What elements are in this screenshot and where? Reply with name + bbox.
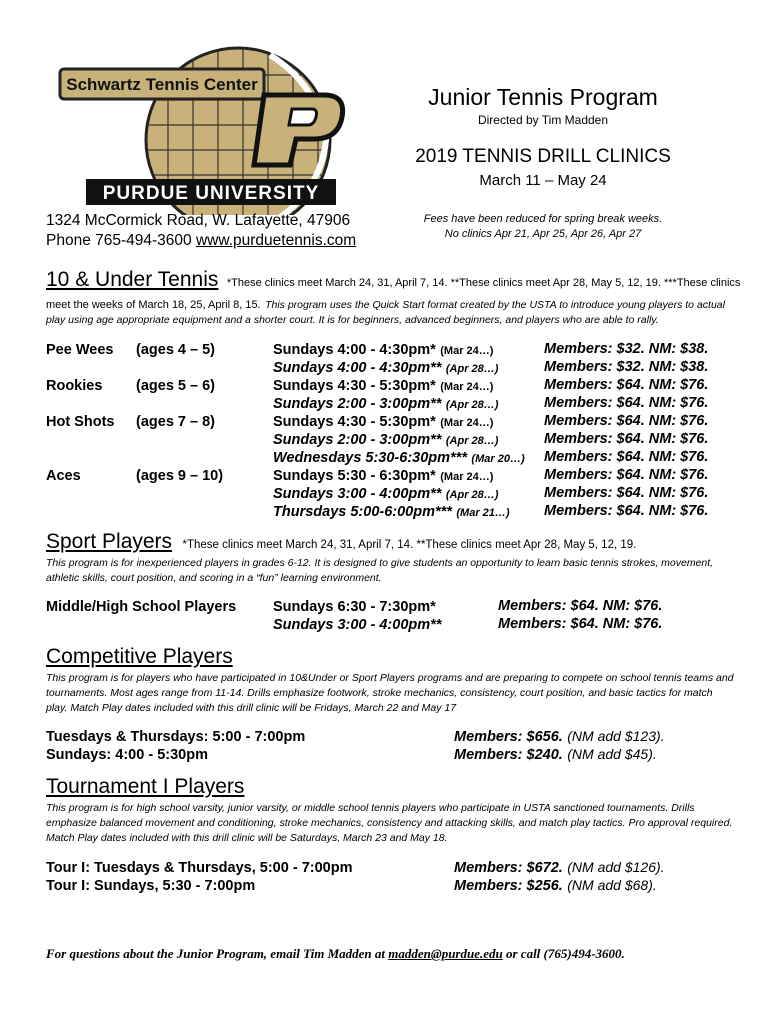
session-start: (Mar 21…)	[456, 507, 510, 519]
session-time: Sundays 4:30 - 5:30pm*	[273, 414, 436, 430]
sport-fee-1: Members: $64. NM: $76.	[498, 598, 663, 614]
schedule-row	[46, 503, 746, 521]
session-cell	[273, 359, 498, 378]
fee: Members: $64. NM: $76.	[544, 413, 709, 429]
session-cell	[273, 467, 493, 486]
section-heading-tournament: Tournament I Players	[46, 775, 245, 798]
program-ages: (ages 5 – 6)	[136, 378, 215, 394]
tournament-fee-1: Members: $672. (NM add $126).	[454, 859, 665, 876]
session-start: (Apr 28…)	[445, 399, 499, 411]
fee: Members: $32. NM: $38.	[544, 341, 709, 357]
session-time: Sundays 5:30 - 6:30pm*	[273, 468, 436, 484]
under10-heading-row	[46, 268, 746, 292]
logo-top-text: Schwartz Tennis Center	[66, 75, 258, 94]
fee: Members: $32. NM: $38.	[544, 359, 709, 375]
schedule-row	[46, 431, 746, 449]
session-time: Sundays 4:30 - 5:30pm*	[273, 378, 436, 394]
under10-schedule-note: *These clinics meet March 24, 31, April 7, 14. **These clinics meet Apr 28, May 5, 12, 19. ***These clinics	[226, 277, 741, 289]
sport-label: Middle/High School Players	[46, 599, 237, 615]
fee: Members: $64. NM: $76.	[544, 467, 709, 483]
under10-schedule-table	[46, 341, 746, 521]
sport-description: This program is for inexperienced players in grades 6-12. It is designed to give students an opportunity to learn basic tennis strokes, movement, athletic skills, court position, and scoring in a “fun” learning environment.	[46, 557, 714, 584]
program-name: Aces	[46, 468, 81, 484]
session-time: Sundays 3:00 - 4:00pm**	[273, 486, 442, 502]
tournament-fee-2: Members: $256. (NM add $68).	[454, 877, 657, 894]
address-line: 1324 McCormick Road, W. Lafayette, 47906	[46, 212, 351, 229]
schedule-row	[46, 413, 746, 431]
under10-description: meet the weeks of March 18, 25, April 8, 15. This program uses the Quick Start format created by the USTA to introduce young players to actual play using age appropriate equipment and a shorter court. It is for beginners, advanced beginners, and players who are able to rally.	[46, 299, 725, 326]
schedule-row	[46, 485, 746, 503]
email-link[interactable]: madden@purdue.edu	[388, 946, 503, 961]
sport-fee-2: Members: $64. NM: $76.	[498, 616, 663, 632]
logo-bottom-text: PURDUE UNIVERSITY	[102, 183, 320, 204]
session-time: Sundays 2:00 - 3:00pm**	[273, 396, 442, 412]
address-block	[46, 211, 356, 251]
program-ages: (ages 7 – 8)	[136, 414, 215, 430]
section-heading-competitive: Competitive Players	[46, 645, 233, 668]
session-start: (Mar 24…)	[440, 345, 494, 357]
fee: Members: $64. NM: $76.	[544, 377, 709, 393]
session-cell	[273, 395, 498, 414]
session-start: (Mar 20…)	[471, 453, 525, 465]
program-name: Rookies	[46, 378, 103, 394]
competitive-fee-2: Members: $240. (NM add $45).	[454, 746, 657, 763]
competitive-row-1: Tuesdays & Thursdays: 5:00 - 7:00pm	[46, 729, 306, 745]
fee-note: Fees have been reduced for spring break weeks. No clinics Apr 21, Apr 25, Apr 26, Apr 27	[423, 213, 663, 240]
footer-contact: For questions about the Junior Program, email Tim Madden at madden@purdue.edu or call (765)494-3600.	[46, 946, 625, 961]
session-start: (Apr 28…)	[445, 363, 499, 375]
session-time: Wednesdays 5:30-6:30pm***	[273, 450, 467, 466]
competitive-description: This program is for players who have participated in 10&Under or Sport Players programs and are preparing to compete on school tennis teams and tournaments. Most ages range from 11-14. Drills emphasize footwork, stroke mechanics, consistency, court position, and basic tactics for match play. Match Play dates included with this drill clinic will be Fridays, March 22 and May 17	[46, 672, 734, 714]
fee: Members: $64. NM: $76.	[544, 395, 709, 411]
session-cell	[273, 413, 493, 432]
section-heading-under10: 10 & Under Tennis	[46, 268, 219, 291]
purdue-tennis-logo	[58, 45, 368, 215]
fee: Members: $64. NM: $76.	[544, 485, 709, 501]
sport-time-2: Sundays 3:00 - 4:00pm**	[273, 617, 442, 633]
sport-time-1: Sundays 6:30 - 7:30pm*	[273, 599, 436, 615]
session-cell	[273, 431, 498, 450]
schedule-row	[46, 359, 746, 377]
competitive-row-2: Sundays: 4:00 - 5:30pm	[46, 747, 208, 763]
session-time: Thursdays 5:00-6:00pm***	[273, 504, 452, 520]
page-title: Junior Tennis Program	[428, 84, 658, 110]
fee: Members: $64. NM: $76.	[544, 431, 709, 447]
schedule-row	[46, 395, 746, 413]
sport-heading-row	[46, 530, 636, 554]
session-start: (Apr 28…)	[445, 435, 499, 447]
session-start: (Mar 24…)	[440, 417, 494, 429]
drill-heading: 2019 TENNIS DRILL CLINICS	[415, 146, 671, 167]
competitive-fee-1: Members: $656. (NM add $123).	[454, 728, 665, 745]
schedule-row	[46, 377, 746, 395]
page-subtitle: Directed by Tim Madden	[477, 113, 609, 127]
fee: Members: $64. NM: $76.	[544, 449, 709, 465]
session-start: (Apr 28…)	[445, 489, 499, 501]
schedule-row	[46, 449, 746, 467]
session-time: Sundays 2:00 - 3:00pm**	[273, 432, 442, 448]
section-heading-sport: Sport Players	[46, 530, 173, 553]
tournament-row-1: Tour I: Tuesdays & Thursdays, 5:00 - 7:00pm	[46, 860, 353, 876]
session-cell	[273, 503, 510, 522]
tournament-description: This program is for high school varsity, junior varsity, or middle school tennis players who participate in USTA sanctioned tournaments. Drills emphasize balanced movement and conditioning, stroke mechanics, consistency and attacking skills, and match play tactics. Pro approval required. Match Play dates included with this drill clinic will be Saturdays, March 23 and May 18.	[46, 802, 733, 844]
schedule-row	[46, 467, 746, 485]
website-link[interactable]: www.purduetennis.com	[195, 232, 357, 249]
schedule-row	[46, 341, 746, 359]
session-cell	[273, 449, 525, 468]
session-time: Sundays 4:00 - 4:30pm*	[273, 342, 436, 358]
session-start: (Mar 24…)	[440, 471, 494, 483]
tournament-row-2: Tour I: Sundays, 5:30 - 7:00pm	[46, 878, 256, 894]
session-cell	[273, 377, 493, 396]
session-cell	[273, 485, 498, 504]
program-ages: (ages 4 – 5)	[136, 342, 215, 358]
phone-line: Phone 765-494-3600 www.purduetennis.com	[46, 232, 357, 249]
fee: Members: $64. NM: $76.	[544, 503, 709, 519]
program-name: Hot Shots	[46, 414, 115, 430]
session-cell	[273, 341, 493, 360]
program-ages: (ages 9 – 10)	[136, 468, 224, 484]
sport-schedule-note: *These clinics meet March 24, 31, April 7, 14. **These clinics meet Apr 28, May 5, 12, 19.	[182, 539, 637, 551]
date-range: March 11 – May 24	[479, 172, 607, 189]
program-name: Pee Wees	[46, 342, 114, 358]
session-start: (Mar 24…)	[440, 381, 494, 393]
session-time: Sundays 4:00 - 4:30pm**	[273, 360, 442, 376]
